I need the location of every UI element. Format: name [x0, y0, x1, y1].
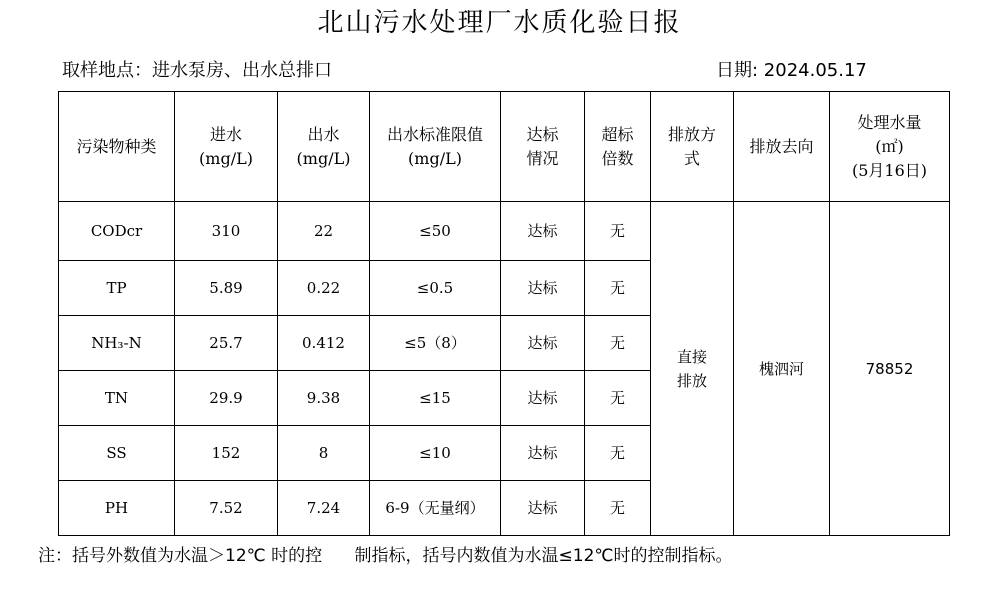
- footnote: 注：括号外数值为水温＞12℃ 时的控 制指标，括号内数值为水温≤12℃时的控制指标。: [38, 546, 733, 566]
- influent-cell: 7.52: [175, 481, 278, 536]
- header-influent: [175, 92, 278, 202]
- header-volume-date: (5月16日): [851, 160, 928, 180]
- status-cell: 达标: [501, 316, 585, 371]
- header-status-line1: 达标: [526, 124, 559, 144]
- table-row: [59, 202, 950, 261]
- discharge-mode-cell: [651, 202, 734, 536]
- discharge-mode-line2: 排放: [676, 371, 707, 390]
- pollutant-cell: NH₃-N: [59, 316, 175, 371]
- influent-cell: 29.9: [175, 371, 278, 426]
- water-quality-table: [58, 91, 950, 536]
- limit-cell: ≤50: [370, 202, 501, 261]
- limit-cell: ≤0.5: [370, 261, 501, 316]
- effluent-cell: 0.412: [278, 316, 370, 371]
- exceed-cell: 无: [585, 481, 651, 536]
- pollutant-cell: CODcr: [59, 202, 175, 261]
- pollutant-cell: PH: [59, 481, 175, 536]
- exceed-cell: 无: [585, 316, 651, 371]
- sampling-location: 取样地点：进水泵房、出水总排口: [62, 60, 332, 81]
- status-cell: 达标: [501, 202, 585, 261]
- status-cell: 达标: [501, 426, 585, 481]
- header-row: [59, 92, 950, 202]
- report-date: 日期: 2024.05.17: [716, 60, 867, 81]
- influent-cell: 152: [175, 426, 278, 481]
- header-effluent-label: 出水: [307, 124, 340, 144]
- header-limit: [370, 92, 501, 202]
- header-status-line2: 情况: [526, 148, 559, 168]
- report-title: 北山污水处理厂水质化验日报: [317, 8, 682, 38]
- pollutant-cell: TN: [59, 371, 175, 426]
- effluent-cell: 9.38: [278, 371, 370, 426]
- limit-cell: ≤5（8）: [370, 316, 501, 371]
- exceed-cell: 无: [585, 426, 651, 481]
- header-discharge-to: 排放去向: [734, 92, 830, 202]
- effluent-cell: 8: [278, 426, 370, 481]
- exceed-cell: 无: [585, 261, 651, 316]
- pollutant-cell: SS: [59, 426, 175, 481]
- header-exceed: [585, 92, 651, 202]
- header-status: [501, 92, 585, 202]
- limit-cell: ≤15: [370, 371, 501, 426]
- header-volume-unit: (㎡): [875, 136, 904, 156]
- influent-cell: 25.7: [175, 316, 278, 371]
- limit-cell: ≤10: [370, 426, 501, 481]
- header-discharge-mode-line1: 排放方: [667, 124, 716, 144]
- volume-cell: 78852: [830, 202, 950, 536]
- header-volume: [830, 92, 950, 202]
- limit-cell: 6-9（无量纲）: [370, 481, 501, 536]
- influent-cell: 310: [175, 202, 278, 261]
- header-influent-label: 进水: [209, 124, 242, 144]
- header-influent-unit: (mg/L): [199, 148, 253, 168]
- header-effluent: [278, 92, 370, 202]
- discharge-mode-line1: 直接: [676, 347, 707, 366]
- effluent-cell: 22: [278, 202, 370, 261]
- exceed-cell: 无: [585, 371, 651, 426]
- status-cell: 达标: [501, 261, 585, 316]
- status-cell: 达标: [501, 371, 585, 426]
- effluent-cell: 0.22: [278, 261, 370, 316]
- pollutant-cell: TP: [59, 261, 175, 316]
- influent-cell: 5.89: [175, 261, 278, 316]
- exceed-cell: 无: [585, 202, 651, 261]
- header-pollutant: 污染物种类: [59, 92, 175, 202]
- header-limit-label: 出水标准限值: [386, 124, 483, 144]
- header-exceed-line2: 倍数: [601, 148, 634, 168]
- status-cell: 达标: [501, 481, 585, 536]
- discharge-to-cell: 槐泗河: [734, 202, 830, 536]
- effluent-cell: 7.24: [278, 481, 370, 536]
- header-exceed-line1: 超标: [601, 124, 634, 144]
- header-volume-label: 处理水量: [857, 112, 922, 132]
- header-discharge-mode-line2: 式: [683, 148, 700, 168]
- header-limit-unit: (mg/L): [408, 148, 462, 168]
- header-discharge-mode: [651, 92, 734, 202]
- header-effluent-unit: (mg/L): [296, 148, 351, 168]
